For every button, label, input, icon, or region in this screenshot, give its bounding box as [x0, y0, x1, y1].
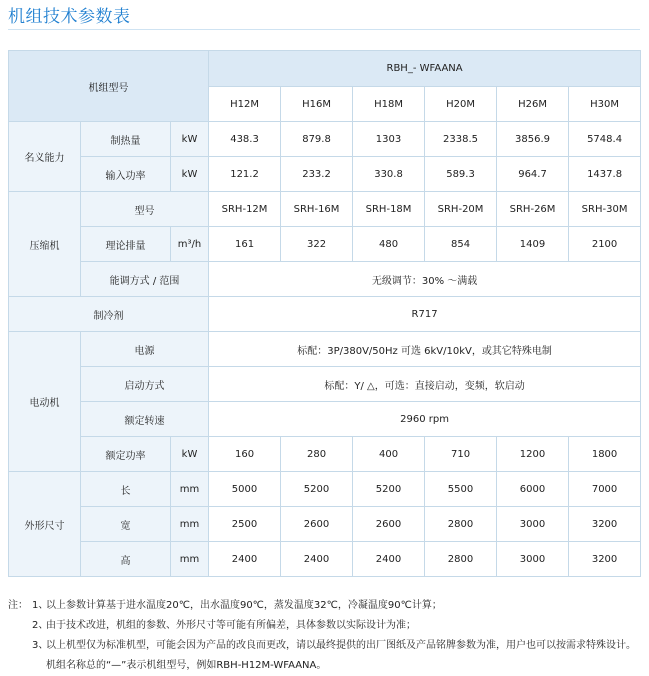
compressor-group-label: 压缩机 [9, 192, 81, 297]
note-number: 3、 [32, 640, 49, 651]
capacity-group-label: 名义能力 [9, 122, 81, 192]
supply-value: 标配：3P/380V/50Hz 可选 6kV/10kV，或其它特殊电制 [209, 332, 641, 367]
speed-row [9, 402, 641, 437]
value-cell: 964.7 [497, 157, 569, 192]
value-cell: SRH-18M [353, 192, 425, 227]
value-cell: 5200 [281, 472, 353, 507]
value-cell: SRH-26M [497, 192, 569, 227]
supply-label: 电源 [81, 332, 209, 367]
displacement-label: 理论排量 [81, 227, 171, 262]
input-power-unit: kW [171, 157, 209, 192]
value-cell: 1437.8 [569, 157, 641, 192]
value-cell: 710 [425, 437, 497, 472]
value-cell: 5000 [209, 472, 281, 507]
note-text: 以上参数计算基于进水温度20℃，出水温度90℃，蒸发温度32℃，冷凝温度90℃计算； [46, 600, 442, 611]
refrigerant-value: R717 [209, 297, 641, 332]
value-cell: 3856.9 [497, 122, 569, 157]
regulation-value: 无级调节：30% ～满载 [209, 262, 641, 297]
compressor-model-row [9, 192, 641, 227]
value-cell: 2100 [569, 227, 641, 262]
value-cell: 1800 [569, 437, 641, 472]
height-unit: mm [171, 542, 209, 577]
value-cell: 480 [353, 227, 425, 262]
value-cell: 161 [209, 227, 281, 262]
value-cell: 6000 [497, 472, 569, 507]
value-cell: SRH-12M [209, 192, 281, 227]
page-title: 机组技术参数表 [8, 7, 131, 27]
value-cell: 400 [353, 437, 425, 472]
value-cell: 280 [281, 437, 353, 472]
model-cell: H20M [425, 87, 497, 122]
header-row [9, 51, 641, 87]
value-cell: 322 [281, 227, 353, 262]
heating-unit: kW [171, 122, 209, 157]
start-label: 启动方式 [81, 367, 209, 402]
value-cell: 1409 [497, 227, 569, 262]
rated-power-label: 额定功率 [81, 437, 171, 472]
model-cell: H16M [281, 87, 353, 122]
value-cell: 5200 [353, 472, 425, 507]
value-cell: 5500 [425, 472, 497, 507]
value-cell: 3200 [569, 542, 641, 577]
value-cell: 2800 [425, 542, 497, 577]
start-row [9, 367, 641, 402]
value-cell: 1303 [353, 122, 425, 157]
value-cell: 233.2 [281, 157, 353, 192]
value-cell: 2600 [281, 507, 353, 542]
value-cell: 160 [209, 437, 281, 472]
series-label: RBH_- WFAANA [209, 51, 641, 87]
value-cell: 589.3 [425, 157, 497, 192]
note-number: 2、 [32, 620, 49, 631]
heating-row [9, 122, 641, 157]
value-cell: 2800 [425, 507, 497, 542]
value-cell: 7000 [569, 472, 641, 507]
heating-label: 制热量 [81, 122, 171, 157]
note-text: 由于技术改进，机组的参数、外形尺寸等可能有所偏差，具体参数以实际设计为准； [46, 620, 416, 631]
value-cell: 2600 [353, 507, 425, 542]
value-cell: 854 [425, 227, 497, 262]
refrigerant-label: 制冷剂 [9, 297, 209, 332]
value-cell: 2500 [209, 507, 281, 542]
model-cell: H26M [497, 87, 569, 122]
title-divider [8, 29, 640, 30]
start-value: 标配：Y/ △，可选：直接启动，变频，软启动 [209, 367, 641, 402]
compressor-model-label: 型号 [81, 192, 209, 227]
input-power-label: 输入功率 [81, 157, 171, 192]
value-cell: SRH-16M [281, 192, 353, 227]
value-cell: 3000 [497, 507, 569, 542]
value-cell: SRH-20M [425, 192, 497, 227]
value-cell: 3000 [497, 542, 569, 577]
dimensions-group-label: 外形尺寸 [9, 472, 81, 577]
displacement-unit: m³/h [171, 227, 209, 262]
value-cell: 121.2 [209, 157, 281, 192]
note-item [8, 636, 640, 676]
value-cell: 2400 [353, 542, 425, 577]
width-unit: mm [171, 507, 209, 542]
regulation-label: 能调方式 / 范围 [81, 262, 209, 297]
value-cell: 2400 [209, 542, 281, 577]
model-cell: H12M [209, 87, 281, 122]
value-cell: 3200 [569, 507, 641, 542]
supply-row [9, 332, 641, 367]
value-cell: 5748.4 [569, 122, 641, 157]
displacement-row [9, 227, 641, 262]
height-row [9, 542, 641, 577]
length-label: 长 [81, 472, 171, 507]
value-cell: 2400 [281, 542, 353, 577]
value-cell: 879.8 [281, 122, 353, 157]
value-cell: 1200 [497, 437, 569, 472]
value-cell: SRH-30M [569, 192, 641, 227]
length-unit: mm [171, 472, 209, 507]
regulation-row [9, 262, 641, 297]
value-cell: 438.3 [209, 122, 281, 157]
model-label: 机组型号 [9, 51, 209, 122]
width-row [9, 507, 641, 542]
notes [8, 596, 640, 676]
length-row [9, 472, 641, 507]
note-number: 1、 [32, 600, 49, 611]
input-power-row [9, 157, 641, 192]
notes-prefix: 注： [8, 600, 28, 611]
rated-power-unit: kW [171, 437, 209, 472]
height-label: 高 [81, 542, 171, 577]
note-item [8, 616, 640, 636]
model-cell: H18M [353, 87, 425, 122]
speed-value: 2960 rpm [209, 402, 641, 437]
refrigerant-row [9, 297, 641, 332]
note-text: 以上机型仅为标准机型，可能会因为产品的改良而更改，请以最终提供的出厂图纸及产品铭牌参数为准，用户也可以按需求特殊设计。机组名称总的“—”表示机组型号，例如RBH-H12M-WFAANA。 [46, 640, 636, 671]
value-cell: 330.8 [353, 157, 425, 192]
motor-group-label: 电动机 [9, 332, 81, 472]
note-item [8, 596, 640, 616]
rated-power-row [9, 437, 641, 472]
speed-label: 额定转速 [81, 402, 209, 437]
value-cell: 2338.5 [425, 122, 497, 157]
model-cell: H30M [569, 87, 641, 122]
width-label: 宽 [81, 507, 171, 542]
spec-table [8, 50, 641, 577]
